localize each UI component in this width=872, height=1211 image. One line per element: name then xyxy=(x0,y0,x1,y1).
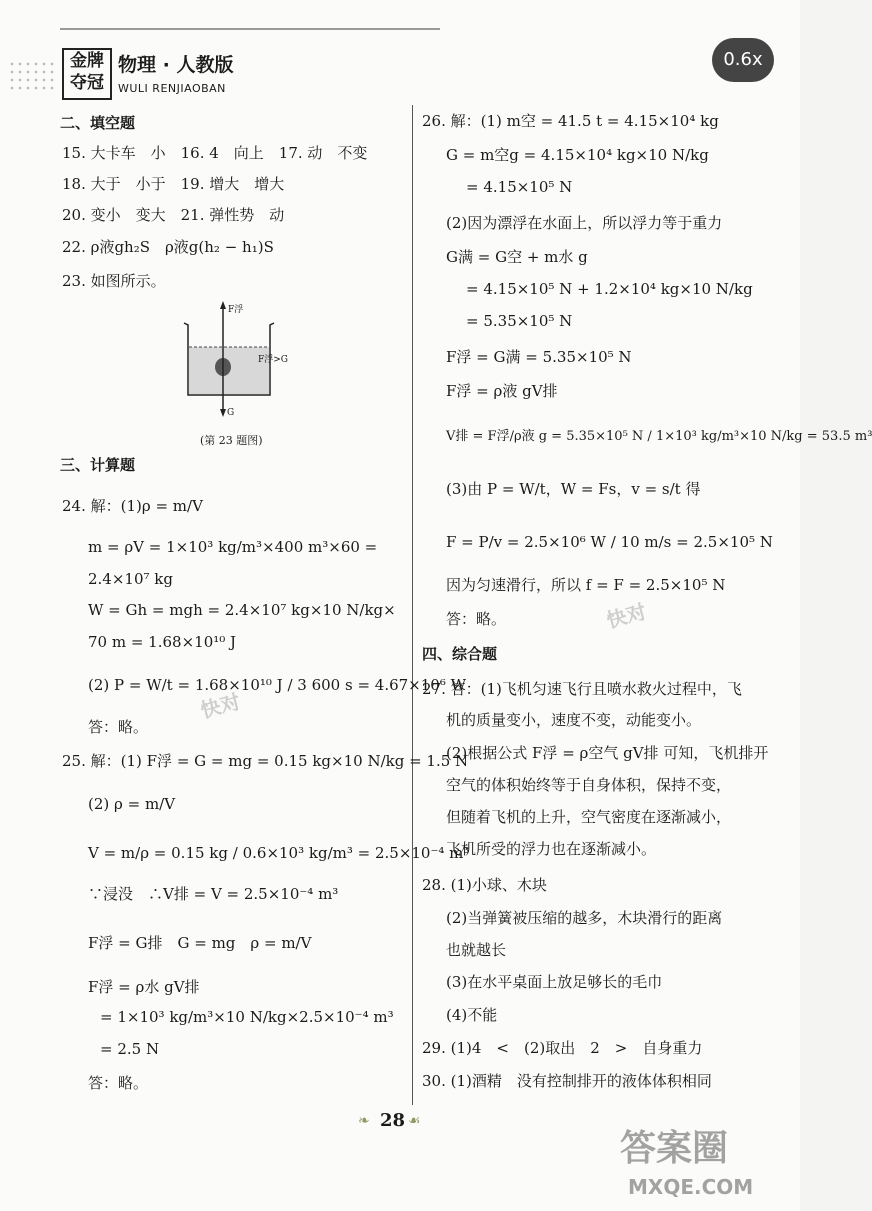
answer-28-line2: (2)当弹簧被压缩的越多，木块滑行的距离 xyxy=(446,909,723,927)
header-dots xyxy=(8,60,58,90)
section-comprehensive: 四、综合题 xyxy=(422,645,498,663)
answer-28-line1: 28. (1)小球、木块 xyxy=(422,876,547,894)
page-number: 28 xyxy=(380,1110,406,1131)
answer-26-line12: F = P/v = 2.5×10⁶ W / 10 m/s = 2.5×10⁵ N xyxy=(446,533,773,551)
answer-25-line8: = 2.5 N xyxy=(100,1040,160,1058)
answer-25-line7: = 1×10³ kg/m³×10 N/kg×2.5×10⁻⁴ m³ xyxy=(100,1008,394,1026)
logo xyxy=(62,48,112,100)
answer-27-line3: (2)根据公式 F浮 = ρ空气 gV排 可知，飞机排开 xyxy=(446,744,769,762)
zoom-badge[interactable]: 0.6x xyxy=(712,38,774,82)
header-rule xyxy=(60,28,440,30)
answer-25-line1: 25. 解：(1) F浮 = G = mg = 0.15 kg×10 N/kg = 1.5 N xyxy=(62,752,469,770)
subject-title: 物理 · 人教版 xyxy=(118,54,234,76)
answer-25-line5: F浮 = G排 G = mg ρ = m/V xyxy=(88,934,312,952)
figure-label-buoyancy: F浮 xyxy=(228,305,244,315)
logo-bottom: 夺冠 xyxy=(70,73,104,93)
answer-26-line9: F浮 = ρ液 gV排 xyxy=(446,382,558,400)
answer-27-line5: 但随着飞机的上升，空气密度在逐渐减小， xyxy=(446,808,732,826)
watermark-kuaidui-right: 快对 xyxy=(603,599,649,633)
answer-26-line2: G = m空g = 4.15×10⁴ kg×10 N/kg xyxy=(446,146,709,164)
answer-25-line2: (2) ρ = m/V xyxy=(88,795,176,813)
section-fill-blank: 二、填空题 xyxy=(60,114,136,132)
watermark-brand: 答案圈 xyxy=(620,1128,729,1169)
figure-23-caption: (第 23 题图) xyxy=(200,434,263,447)
answer-24-line1: 24. 解：(1)ρ = m/V xyxy=(62,497,203,515)
answer-26-line10: V排 = F浮/ρ液 g = 5.35×10⁵ N / 1×10³ kg/m³×10 N/kg = 53.5 m³ xyxy=(446,429,872,444)
answer-15-17: 15. 大卡车 小 16. 4 向上 17. 动 不变 xyxy=(62,144,368,162)
answer-25-line6: F浮 = ρ水 gV排 xyxy=(88,978,200,996)
answer-24-line6: (2) P = W/t = 1.68×10¹⁰ J / 3 600 s = 4.67×10⁶ W xyxy=(88,676,467,694)
answer-26-line11: (3)由 P = W/t，W = Fs，v = s/t 得 xyxy=(446,480,701,498)
leaf-left-icon: ❧ xyxy=(358,1113,370,1129)
answer-25-line4: ∵浸没 ∴V排 = V = 2.5×10⁻⁴ m³ xyxy=(88,885,339,903)
answer-24-line3: 2.4×10⁷ kg xyxy=(88,570,173,588)
answer-27-line4: 空气的体积始终等于自身体积，保持不变， xyxy=(446,776,732,794)
watermark-kuaidui-left: 快对 xyxy=(197,689,243,723)
answer-30: 30. (1)酒精 没有控制排开的液体体积相同 xyxy=(422,1072,712,1090)
answer-26-line4: (2)因为漂浮在水面上，所以浮力等于重力 xyxy=(446,214,723,232)
figure-label-gravity: G xyxy=(227,408,235,418)
answer-27-line1: 27. 答：(1)飞机匀速飞行且喷水救火过程中，飞 xyxy=(422,680,742,698)
answer-26-line8: F浮 = G满 = 5.35×10⁵ N xyxy=(446,348,632,366)
answer-26-conclusion: 答：略。 xyxy=(446,610,507,628)
answer-26-line13: 因为匀速滑行，所以 f = F = 2.5×10⁵ N xyxy=(446,576,726,594)
answer-22: 22. ρ液gh₂S ρ液g(h₂ − h₁)S xyxy=(62,238,274,256)
answer-25-line3: V = m/ρ = 0.15 kg / 0.6×10³ kg/m³ = 2.5×10⁻⁴ m³ xyxy=(88,844,470,862)
answer-23: 23. 如图所示。 xyxy=(62,272,166,290)
column-divider xyxy=(412,105,413,1105)
answer-24-line2: m = ρV = 1×10³ kg/m³×400 m³×60 = xyxy=(88,538,378,556)
answer-24-conclusion: 答：略。 xyxy=(88,718,149,736)
figure-label-compare: F浮>G xyxy=(258,355,288,365)
answer-27-line2: 机的质量变小，速度不变，动能变小。 xyxy=(446,711,702,729)
answer-25-conclusion: 答：略。 xyxy=(88,1074,149,1092)
answer-26-line6: = 4.15×10⁵ N + 1.2×10⁴ kg×10 N/kg xyxy=(466,280,753,298)
answer-26-line7: = 5.35×10⁵ N xyxy=(466,312,573,330)
answer-27-line6: 飞机所受的浮力也在逐渐减小。 xyxy=(446,840,657,858)
answer-28-line5: (4)不能 xyxy=(446,1006,498,1024)
leaf-right-icon: ☙ xyxy=(408,1113,421,1129)
answer-29: 29. (1)4 < (2)取出 2 > 自身重力 xyxy=(422,1039,703,1057)
answer-28-line3: 也就越长 xyxy=(446,941,507,959)
answer-26-line1: 26. 解：(1) m空 = 41.5 t = 4.15×10⁴ kg xyxy=(422,112,719,130)
answer-28-line4: (3)在水平桌面上放足够长的毛巾 xyxy=(446,973,663,991)
answer-24-line4: W = Gh = mgh = 2.4×10⁷ kg×10 N/kg× xyxy=(88,601,396,619)
answer-20-21: 20. 变小 变大 21. 弹性势 动 xyxy=(62,206,285,224)
subject-en: WULI RENJIAOBAN xyxy=(118,82,226,95)
answer-18-19: 18. 大于 小于 19. 增大 增大 xyxy=(62,175,285,193)
answer-24-line5: 70 m = 1.68×10¹⁰ J xyxy=(88,633,237,651)
watermark-domain: MXQE.COM xyxy=(628,1175,754,1199)
logo-top: 金牌 xyxy=(70,51,104,71)
answer-26-line3: = 4.15×10⁵ N xyxy=(466,178,573,196)
section-calculation: 三、计算题 xyxy=(60,456,136,474)
answer-26-line5: G满 = G空 + m水 g xyxy=(446,248,588,266)
